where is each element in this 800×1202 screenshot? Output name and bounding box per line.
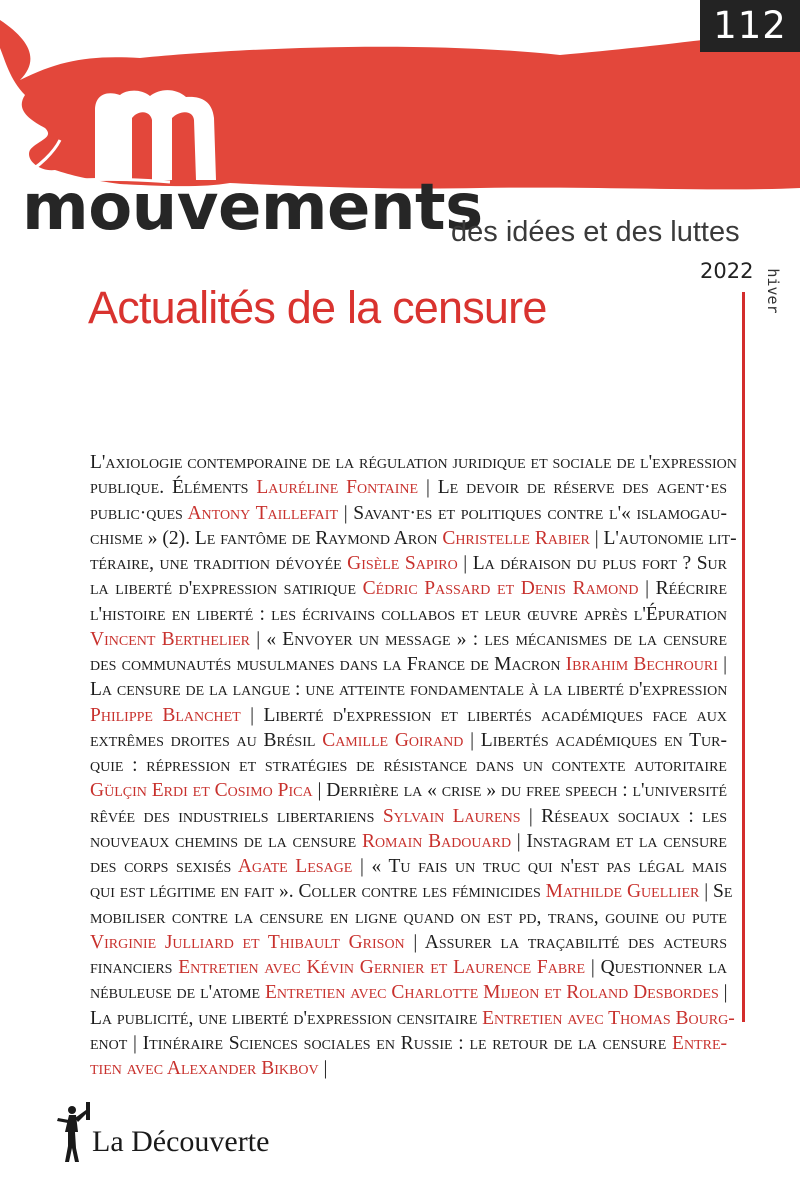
toc-text: | Réseaux sociaux : les bbox=[520, 805, 727, 827]
toc-line bbox=[90, 501, 727, 526]
toc-text: | Se bbox=[699, 881, 733, 903]
toc-text: nébuleuse de l'atome bbox=[90, 982, 265, 1004]
toc-author: Sylvain Laurens bbox=[382, 805, 521, 827]
toc-text: | Derrière la « crise » du free speech : l'université bbox=[312, 780, 727, 802]
toc-text: | Itinéraire Sciences sociales en Russie : le retour de la censure bbox=[127, 1032, 673, 1054]
toc-text: | Liberté d'expression et libertés académiques face aux bbox=[240, 704, 727, 726]
toc-text: des corps sexisés bbox=[90, 856, 238, 877]
toc-author: Entretien avec Thomas Bourg- bbox=[482, 1007, 735, 1029]
magazine-tagline: des idées et des luttes bbox=[451, 216, 740, 248]
toc-text: | Réécrire bbox=[638, 578, 727, 600]
toc-text: L'axiologie contemporaine de la régulation juridique et sociale de l'expression bbox=[90, 452, 737, 473]
toc-author: Vincent Berthelier bbox=[90, 628, 250, 650]
toc-line bbox=[90, 778, 727, 803]
toc-line bbox=[90, 602, 727, 627]
toc-author: Agate Lesage bbox=[237, 856, 353, 877]
toc-text: des communautés musulmanes dans la France de Macron bbox=[90, 654, 566, 675]
cover-title: Actualités de la censure bbox=[88, 282, 547, 333]
toc-text: publique. Éléments bbox=[90, 477, 257, 499]
toc-text: | bbox=[718, 982, 728, 1004]
toc-text: quie : répression et stratégies de résistance dans un contexte autoritaire bbox=[90, 755, 727, 776]
toc-line bbox=[90, 450, 737, 475]
toc-line bbox=[90, 627, 727, 652]
toc-text: extrêmes droites au Brésil bbox=[90, 729, 323, 751]
toc-line bbox=[90, 576, 727, 601]
toc-author: Gisèle Sapiro bbox=[347, 553, 458, 574]
toc-line bbox=[90, 804, 727, 829]
toc-text: | Instagram et la censure bbox=[511, 830, 727, 852]
toc-line bbox=[90, 905, 727, 930]
toc-text: rêvée des industriels libertariens bbox=[90, 805, 383, 827]
toc-line bbox=[90, 1056, 727, 1081]
toc-line bbox=[90, 955, 727, 980]
toc-line bbox=[90, 677, 727, 702]
toc-text: | « Tu fais un truc qui n'est pas légal mais bbox=[352, 856, 727, 877]
toc-text: | bbox=[717, 654, 727, 675]
toc-line bbox=[90, 879, 733, 904]
toc-text: | Questionner la bbox=[585, 957, 727, 978]
toc-author: Gülçin Erdi et Cosimo Pica bbox=[90, 780, 313, 802]
toc-author: Christelle Rabier bbox=[442, 527, 590, 549]
toc-text: téraire, une tradition dévoyée bbox=[90, 553, 348, 574]
table-of-contents bbox=[90, 450, 737, 1081]
toc-text: | La déraison du plus fort ? Sur bbox=[457, 553, 727, 574]
toc-line bbox=[90, 475, 727, 500]
toc-line bbox=[90, 526, 737, 551]
vertical-rule bbox=[742, 292, 745, 1022]
toc-text: | « Envoyer un message » : les mécanismes de la censure bbox=[250, 628, 727, 650]
toc-text: nouveaux chemins de la censure bbox=[90, 830, 362, 852]
toc-author: Camille Goirand bbox=[322, 729, 464, 751]
toc-author: tien avec Alexander Bikbov bbox=[90, 1058, 319, 1079]
toc-author: Entretien avec Kévin Gernier et Laurence Fabre bbox=[178, 957, 586, 978]
toc-text: | Le devoir de réserve des agent·es bbox=[418, 477, 727, 499]
toc-text: la liberté d'expression satirique bbox=[90, 578, 363, 600]
toc-author: Entre- bbox=[672, 1032, 727, 1054]
toc-text: La publicité, une liberté d'expression censitaire bbox=[90, 1007, 483, 1029]
toc-text: chisme » (2). Le fantôme de Raymond Aron bbox=[90, 527, 443, 549]
toc-line bbox=[90, 854, 727, 879]
magazine-name: mouvements bbox=[22, 171, 483, 245]
toc-text: l'histoire en liberté : les écrivains collabos et leur œuvre après l'Épuration bbox=[90, 603, 727, 625]
toc-line bbox=[90, 753, 727, 778]
toc-text: La censure de la langue : une atteinte fondamentale à la liberté d'expression bbox=[90, 679, 728, 701]
toc-author: Cédric Passard et Denis Ramond bbox=[362, 578, 639, 600]
toc-line bbox=[90, 652, 727, 677]
toc-text: mobiliser contre la censure en ligne quand on est pd, trans, gouine ou pute bbox=[90, 906, 727, 928]
brush-stroke-graphic bbox=[0, 0, 800, 200]
toc-author: Romain Badouard bbox=[361, 830, 512, 852]
toc-line bbox=[90, 703, 727, 728]
toc-text: | bbox=[318, 1058, 328, 1079]
publisher-name: La Découverte bbox=[92, 1125, 270, 1158]
issue-number-badge: 112 bbox=[700, 0, 800, 52]
toc-line bbox=[90, 728, 727, 753]
toc-author: Ibrahim Bechrouri bbox=[565, 654, 718, 675]
toc-author: Lauréline Fontaine bbox=[256, 477, 419, 499]
toc-text: financiers bbox=[90, 957, 179, 978]
issue-season: hiver bbox=[764, 268, 782, 314]
toc-author: Virginie Julliard et Thibault Grison bbox=[90, 931, 405, 953]
toc-author: Mathilde Guellier bbox=[545, 881, 700, 903]
toc-line bbox=[90, 551, 727, 576]
toc-author: Antony Taillefait bbox=[187, 502, 339, 524]
toc-text: | Savant·es et politiques contre l'« islamogau- bbox=[338, 502, 728, 524]
toc-line bbox=[90, 829, 727, 854]
toc-text: | Assurer la traçabilité des acteurs bbox=[404, 931, 727, 953]
issue-year: 2022 bbox=[700, 259, 754, 283]
toc-text: | L'autonomie lit- bbox=[589, 527, 737, 549]
toc-text: qui est légitime en fait ». Coller contre les féminicides bbox=[90, 881, 546, 903]
toc-line bbox=[90, 980, 727, 1005]
toc-text: enot bbox=[90, 1032, 128, 1054]
toc-line bbox=[90, 1031, 727, 1056]
toc-line bbox=[90, 1006, 735, 1031]
toc-author: Entretien avec Charlotte Mijeon et Roland Desbordes bbox=[264, 982, 719, 1004]
toc-text: | Libertés académiques en Tur- bbox=[463, 729, 727, 751]
toc-line bbox=[90, 930, 727, 955]
toc-text: public·ques bbox=[90, 502, 188, 524]
publisher-figure-icon bbox=[48, 1098, 92, 1164]
toc-author: Philippe Blanchet bbox=[90, 704, 241, 726]
